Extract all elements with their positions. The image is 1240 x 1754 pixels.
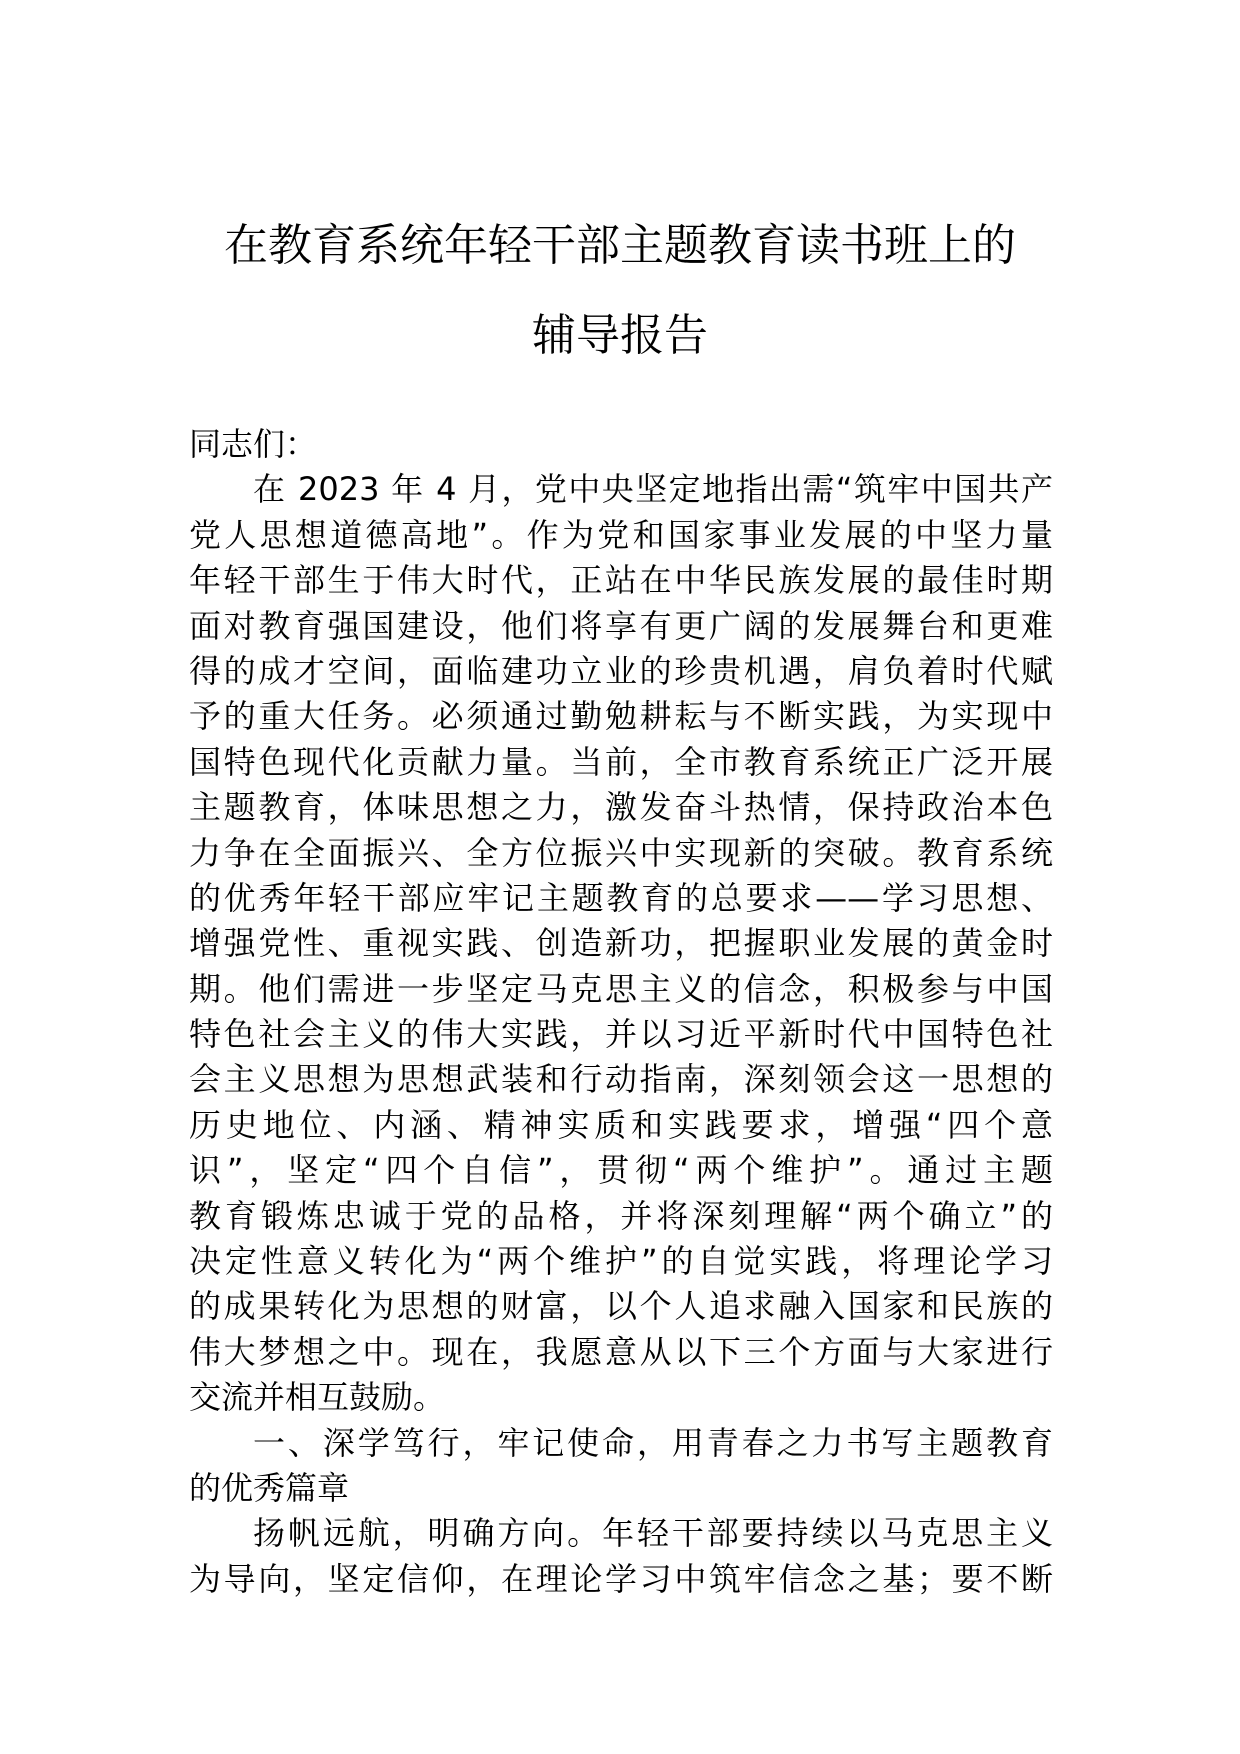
paragraph-line: 决定性意义转化为“两个维护”的自觉实践，将理论学习 [189,1242,1053,1281]
document-title-line-2: 辅导报告 [532,310,708,361]
paragraph-line: 伟大梦想之中。现在，我愿意从以下三个方面与大家进行 [189,1332,1053,1371]
paragraph-line: 党人思想道德高地”。作为党和国家事业发展的中坚力量 [189,515,1053,554]
section-heading-line-2: 的优秀篇章 [189,1468,350,1507]
paragraph-line: 特色社会主义的伟大实践，并以习近平新时代中国特色社 [189,1015,1053,1054]
document-body [189,422,1053,1602]
paragraph-line: 在 2023 年 4 月，党中央坚定地指出需“筑牢中国共产 [253,470,1053,509]
paragraph-line: 的优秀年轻干部应牢记主题教育的总要求——学习思想、 [189,878,1053,917]
paragraph-line: 的成果转化为思想的财富，以个人追求融入国家和民族的 [189,1287,1053,1326]
paragraph-line: 扬帆远航，明确方向。年轻干部要持续以马克思主义 [253,1514,1053,1553]
paragraph-line: 为导向，坚定信仰，在理论学习中筑牢信念之基；要不断 [189,1559,1053,1598]
paragraph-line: 年轻干部生于伟大时代，正站在中华民族发展的最佳时期 [189,561,1053,600]
document-title-line-1: 在教育系统年轻干部主题教育读书班上的 [224,220,1016,271]
paragraph-line: 予的重大任务。必须通过勤勉耕耘与不断实践，为实现中 [189,697,1053,736]
paragraph-line: 面对教育强国建设，他们将享有更广阔的发展舞台和更难 [189,606,1053,645]
paragraph-line: 历史地位、内涵、精神实质和实践要求，增强“四个意 [189,1105,1053,1144]
paragraph-line: 会主义思想为思想武装和行动指南，深刻领会这一思想的 [189,1060,1053,1099]
paragraph-line: 期。他们需进一步坚定马克思主义的信念，积极参与中国 [189,969,1053,1008]
paragraph-line: 力争在全面振兴、全方位振兴中实现新的突破。教育系统 [189,833,1053,872]
paragraph-line: 主题教育，体味思想之力，激发奋斗热情，保持政治本色 [189,788,1053,827]
paragraph-line: 识”，坚定“四个自信”，贯彻“两个维护”。通过主题 [189,1151,1053,1190]
salutation: 同志们： [189,425,318,463]
paragraph-line: 增强党性、重视实践、创造新功，把握职业发展的黄金时 [189,924,1053,963]
paragraph-line: 教育锻炼忠诚于党的品格，并将深刻理解“两个确立”的 [189,1196,1053,1235]
paragraph-line: 国特色现代化贡献力量。当前，全市教育系统正广泛开展 [189,742,1053,781]
paragraph-line: 交流并相互鼓励。 [189,1378,446,1417]
paragraph-line: 得的成才空间，面临建功立业的珍贵机遇，肩负着时代赋 [189,651,1053,690]
section-heading-line-1: 一、深学笃行，牢记使命，用青春之力书写主题教育 [253,1423,1053,1462]
